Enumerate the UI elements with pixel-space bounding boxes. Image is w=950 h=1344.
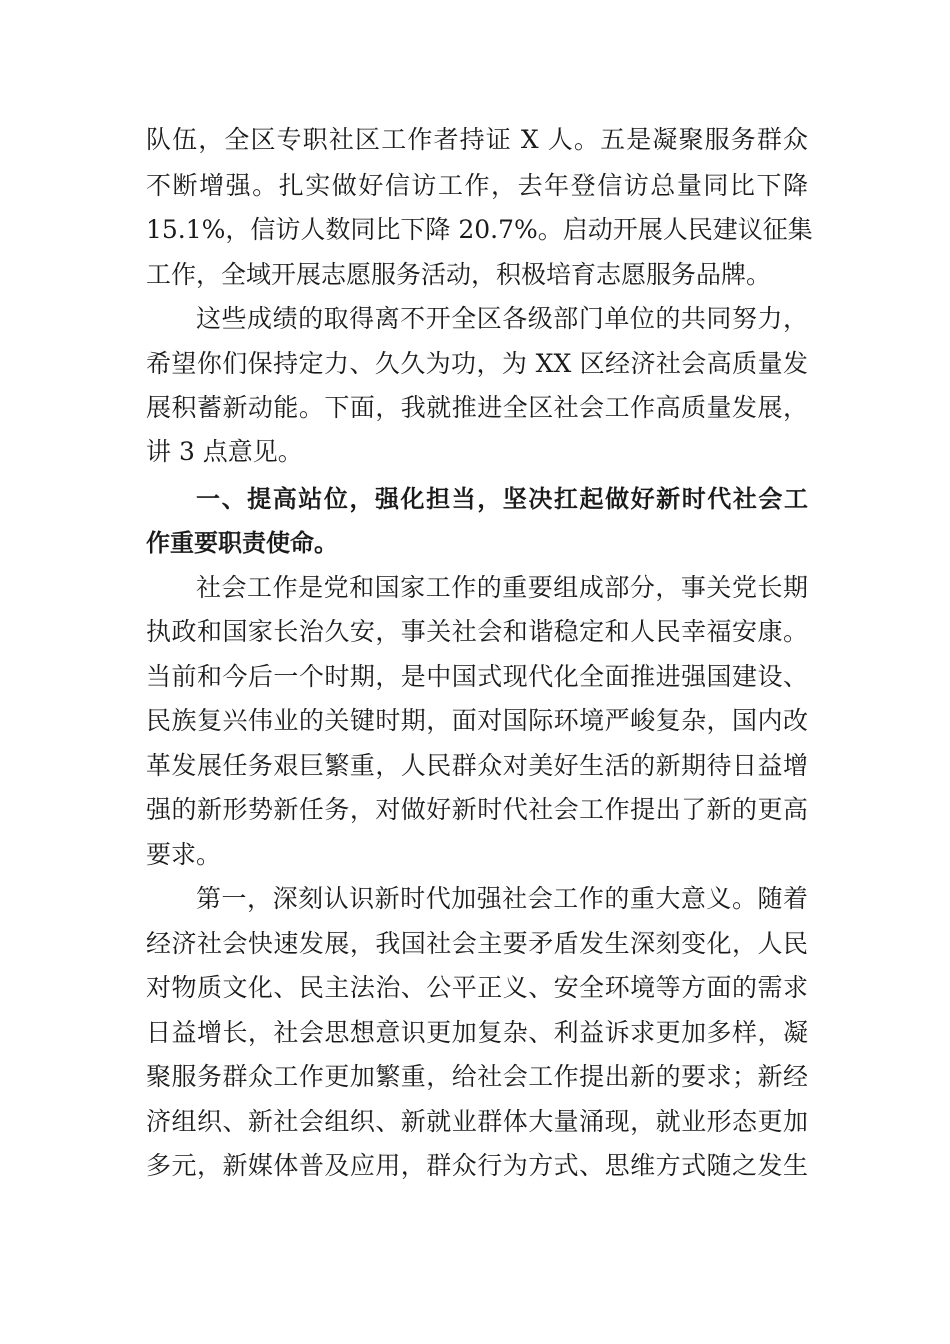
paragraph-first-line: 社会工作是党和国家工作的重要组成部分，事关党长期 (196, 573, 808, 602)
body-text-line: 希望你们保持定力、久久为功，为 XX 区经济社会高质量发 (146, 349, 808, 378)
body-text-line: 展积蓄新动能。下面，我就推进全区社会工作高质量发展， (146, 393, 808, 422)
body-text-line: 不断增强。扎实做好信访工作，去年登信访总量同比下降 (146, 171, 808, 200)
body-text-line: 革发展任务艰巨繁重，人民群众对美好生活的新期待日益增 (146, 751, 808, 780)
body-text-line: 15.1%，信访人数同比下降 20.7%。启动开展人民建议征集 (146, 215, 813, 244)
body-text-line: 民族复兴伟业的关键时期，面对国际环境严峻复杂，国内改 (146, 706, 808, 735)
section-heading: 一、提高站位，强化担当，坚决扛起做好新时代社会工 (196, 485, 808, 513)
body-text-line: 经济社会快速发展，我国社会主要矛盾发生深刻变化，人民 (146, 929, 808, 958)
body-text-line: 强的新形势新任务，对做好新时代社会工作提出了新的更高 (146, 795, 808, 824)
section-heading-continued: 作重要职责使命。 (146, 529, 338, 557)
body-text-line: 多元，新媒体普及应用，群众行为方式、思维方式随之发生 (146, 1151, 808, 1180)
paragraph-first-line: 第一，深刻认识新时代加强社会工作的重大意义。随着 (196, 884, 808, 913)
body-text-line: 队伍，全区专职社区工作者持证 X 人。五是凝聚服务群众 (146, 125, 808, 154)
body-text-line: 日益增长，社会思想意识更加复杂、利益诉求更加多样，凝 (146, 1018, 808, 1047)
body-text-line: 对物质文化、民主法治、公平正义、安全环境等方面的需求 (146, 973, 808, 1002)
body-text-line: 当前和今后一个时期，是中国式现代化全面推进强国建设、 (146, 662, 808, 691)
body-text-line: 聚服务群众工作更加繁重，给社会工作提出新的要求；新经 (146, 1062, 808, 1091)
paragraph-first-line: 这些成绩的取得离不开全区各级部门单位的共同努力， (196, 304, 808, 333)
body-text-line: 工作，全域开展志愿服务活动，积极培育志愿服务品牌。 (146, 260, 772, 289)
body-text-line: 执政和国家长治久安，事关社会和谐稳定和人民幸福安康。 (146, 617, 808, 646)
body-text-line: 要求。 (146, 840, 222, 869)
body-text-line: 济组织、新社会组织、新就业群体大量涌现，就业形态更加 (146, 1107, 808, 1136)
body-text-line: 讲 3 点意见。 (146, 437, 303, 466)
